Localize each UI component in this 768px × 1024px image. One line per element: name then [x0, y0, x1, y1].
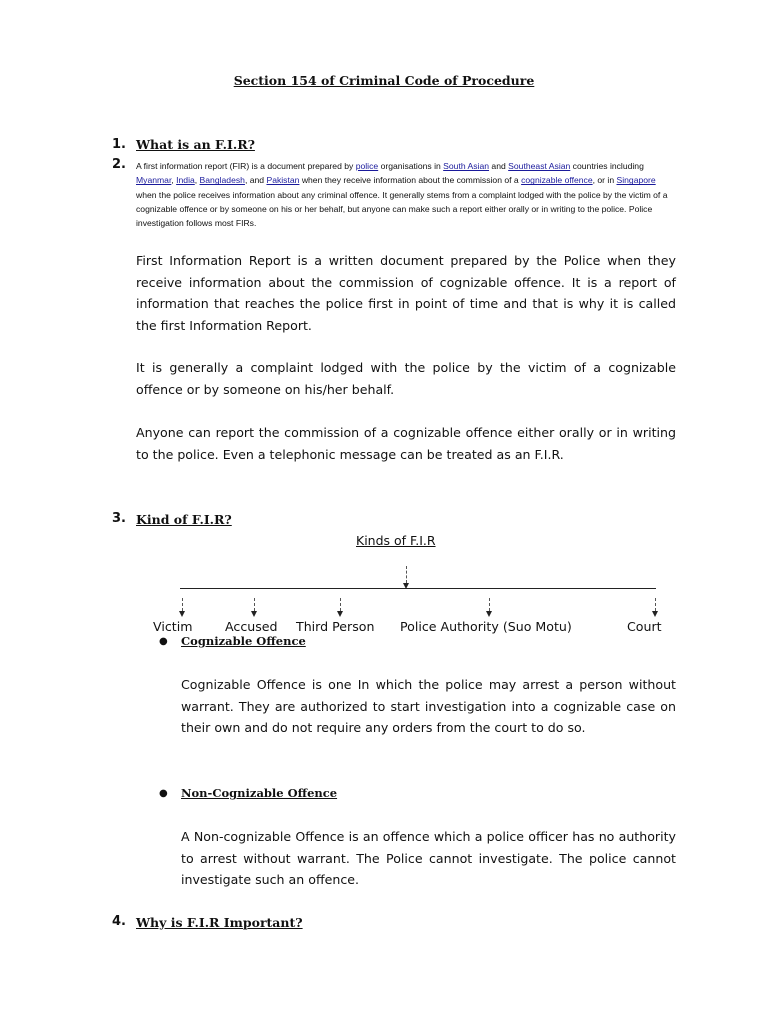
kind-label-victim: Victim — [153, 619, 193, 634]
branch-connector — [489, 598, 490, 611]
branch-connector — [182, 598, 183, 611]
arrowhead-icon — [251, 611, 257, 617]
link-south-asian[interactable]: South Asian — [443, 161, 490, 171]
arrowhead-icon — [652, 611, 658, 617]
document-title: Section 154 of Criminal Code of Procedure — [233, 73, 535, 88]
text-segment: , — [194, 175, 200, 186]
heading-what-is-fir: What is an F.I.R? — [136, 137, 255, 152]
bullet-icon: ● — [159, 636, 168, 647]
item-number-2: 2. — [112, 157, 126, 172]
arrowhead-icon — [337, 611, 343, 617]
wiki-definition-paragraph — [136, 159, 676, 230]
bullet-label-cognizable: Cognizable Offence — [181, 634, 306, 648]
branch-connector — [340, 598, 341, 611]
text-segment: A first information report (FIR) is a document prepared by — [136, 161, 356, 171]
heading-why-fir-important: Why is F.I.R Important? — [136, 915, 303, 930]
arrowhead-icon — [486, 611, 492, 617]
text-segment: when the police receives information about any criminal offence. It generally stems from a complaint lodged with the police by the victim of a cognizable offence or by someone on his or her behalf, but anyone can make such a report either orally or in writing to the police. Police investigation follows most FIRs. — [136, 189, 668, 229]
link-police[interactable]: police — [355, 161, 379, 171]
link-india[interactable]: India — [176, 175, 195, 186]
link-myanmar[interactable]: Myanmar — [136, 175, 172, 186]
link-southeast-asian[interactable]: Southeast Asian — [508, 161, 571, 171]
link-singapore[interactable]: Singapore — [616, 175, 656, 186]
bullet-label-non-cognizable: Non-Cognizable Offence — [181, 786, 338, 800]
bullet-icon: ● — [159, 788, 168, 799]
paragraph-complaint: It is generally a complaint lodged with the police by the victim of a cognizable offence or by someone on his/her behalf. — [136, 360, 676, 397]
item-number-4: 4. — [112, 914, 126, 929]
paragraph-cognizable: Cognizable Offence is one In which the police may arrest a person without warrant. They are authorized to start investigation into a cognizable case on their own and do not require any orders from the court to do so. — [181, 677, 676, 735]
item-number-3: 3. — [112, 511, 126, 526]
text-segment: countries including — [570, 161, 644, 171]
text-segment: and — [489, 161, 509, 171]
link-cognizable-offence[interactable]: cognizable offence — [521, 175, 593, 186]
diagram-connector — [406, 566, 407, 583]
item-number-1: 1. — [112, 137, 126, 152]
kind-label-police-authority: Police Authority (Suo Motu) — [400, 619, 572, 634]
arrowhead-icon — [179, 611, 185, 617]
kind-label-third-person: Third Person — [296, 619, 375, 634]
diagram-branch-line — [180, 588, 656, 589]
paragraph-non-cognizable: A Non-cognizable Offence is an offence which a police officer has no authority to arrest without warrant. The Police cannot investigate. The police cannot investigate such an offence. — [181, 829, 676, 887]
kind-label-court: Court — [627, 619, 662, 634]
kind-label-accused: Accused — [225, 619, 278, 634]
text-segment: , and — [244, 175, 267, 186]
link-pakistan[interactable]: Pakistan — [266, 175, 300, 186]
text-segment: , — [171, 175, 177, 186]
diagram-title: Kinds of F.I.R — [356, 533, 436, 548]
text-segment: when they receive information about the commission of a — [299, 175, 522, 186]
paragraph-fir-definition: First Information Report is a written document prepared by the Police when they receive information about the commission of cognizable offence. It is a report of information that reaches the police first in point of time and that is why it is called the first Information Report. — [136, 253, 676, 333]
branch-connector — [655, 598, 656, 611]
heading-kind-of-fir: Kind of F.I.R? — [136, 512, 232, 527]
link-bangladesh[interactable]: Bangladesh — [199, 175, 245, 186]
branch-connector — [254, 598, 255, 611]
text-segment: , or in — [592, 175, 617, 186]
paragraph-anyone-can-report: Anyone can report the commission of a cognizable offence either orally or in writing to the police. Even a telephonic message can be treated as an F.I.R. — [136, 425, 676, 462]
text-segment: organisations in — [378, 161, 444, 171]
